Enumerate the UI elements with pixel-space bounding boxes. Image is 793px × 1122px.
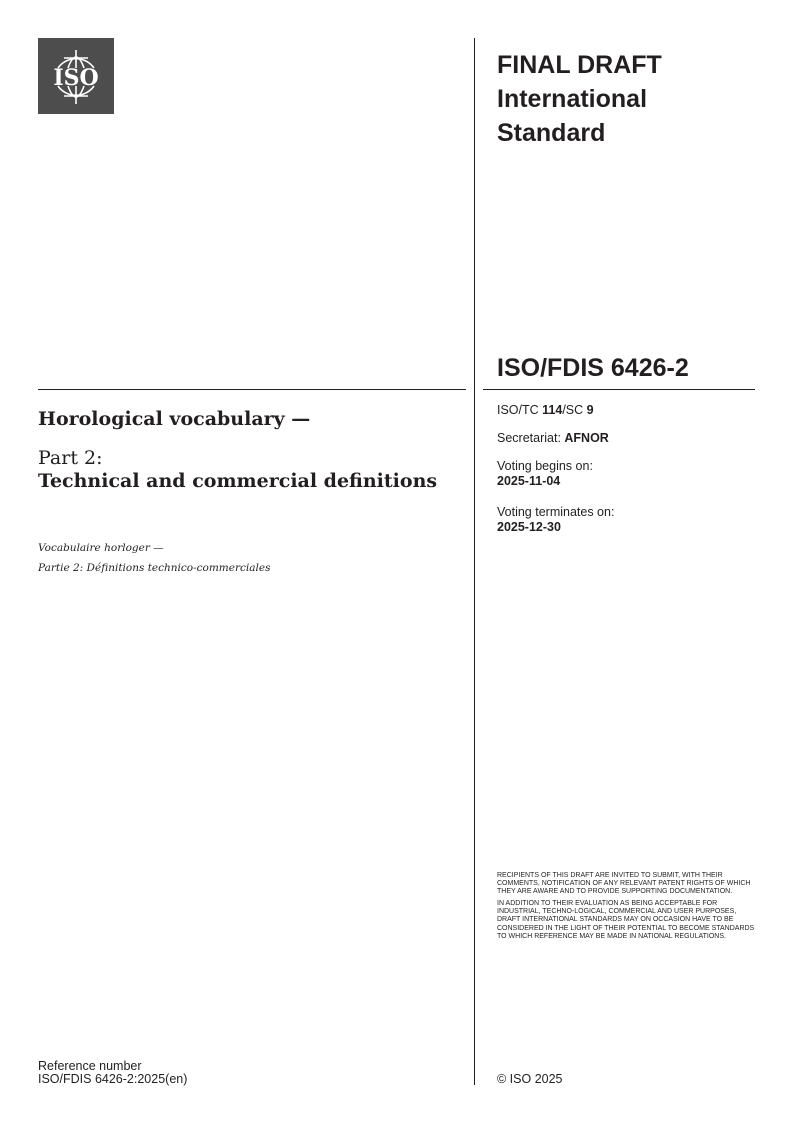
reference-value: ISO/FDIS 6426-2:2025(en) (38, 1072, 188, 1086)
iso-logo (38, 38, 114, 114)
sc-prefix: /SC (562, 403, 587, 417)
committee-prefix: ISO/TC (497, 403, 543, 417)
secretariat-value: AFNOR (564, 431, 609, 445)
disclaimer (497, 872, 759, 945)
right-rule (483, 389, 755, 390)
french-title-line: Vocabulaire horloger — (38, 542, 164, 554)
document-number: ISO/FDIS 6426-2 (497, 354, 689, 382)
disclaimer-paragraph: RECIPIENTS OF THIS DRAFT ARE INVITED TO SUBMIT, WITH THEIR COMMENTS, NOTIFICATION OF ANY RELEVANT PATENT RIGHTS OF WHICH THEY ARE AWARE AND TO PROVIDE SUPPORTING DOCUMENTATION. (497, 872, 751, 896)
svg-text:ISO: ISO (53, 65, 99, 91)
committee (497, 403, 594, 418)
secretariat-label: Secretariat: (497, 431, 565, 445)
voting-ends (497, 505, 614, 535)
part-label: Part 2: (38, 447, 103, 469)
reference-number (38, 1060, 187, 1086)
main-title: Horological vocabulary — (38, 408, 311, 430)
voting-ends-date: 2025-12-30 (497, 520, 561, 534)
left-rule (38, 389, 466, 390)
french-title (38, 538, 270, 578)
voting-begins-label: Voting begins on: (497, 459, 593, 473)
doc-type-line: FINAL DRAFT (497, 51, 662, 79)
iso-globe-logo-icon (38, 38, 114, 114)
doc-type-line: Standard (497, 119, 606, 147)
french-title-line: Partie 2: Définitions technico-commerciales (38, 562, 271, 574)
tc-number: 114 (542, 403, 563, 417)
disclaimer-paragraph: IN ADDITION TO THEIR EVALUATION AS BEING ACCEPTABLE FOR INDUSTRIAL, TECHNO-LOGICAL, COMMERCIAL AND USER PURPOSES, DRAFT INTERNATIONAL STANDARDS MAY ON OCCASION HAVE TO BE CONSIDERED IN THE LIGHT OF THEIR POTENTIAL TO BECOME STANDARDS TO WHICH REFERENCE MAY BE MADE IN NATIONAL REGULATIONS. (497, 900, 755, 940)
document-type (497, 48, 662, 150)
part-title: Technical and commercial definitions (38, 470, 438, 492)
doc-type-line: International (497, 85, 648, 113)
voting-begins (497, 459, 593, 489)
sc-number: 9 (586, 403, 594, 417)
reference-label: Reference number (38, 1059, 142, 1073)
copyright: © ISO 2025 (497, 1072, 563, 1086)
voting-begins-date: 2025-11-04 (497, 474, 561, 488)
secretariat (497, 431, 609, 446)
column-divider (474, 38, 475, 1085)
voting-ends-label: Voting terminates on: (497, 505, 615, 519)
